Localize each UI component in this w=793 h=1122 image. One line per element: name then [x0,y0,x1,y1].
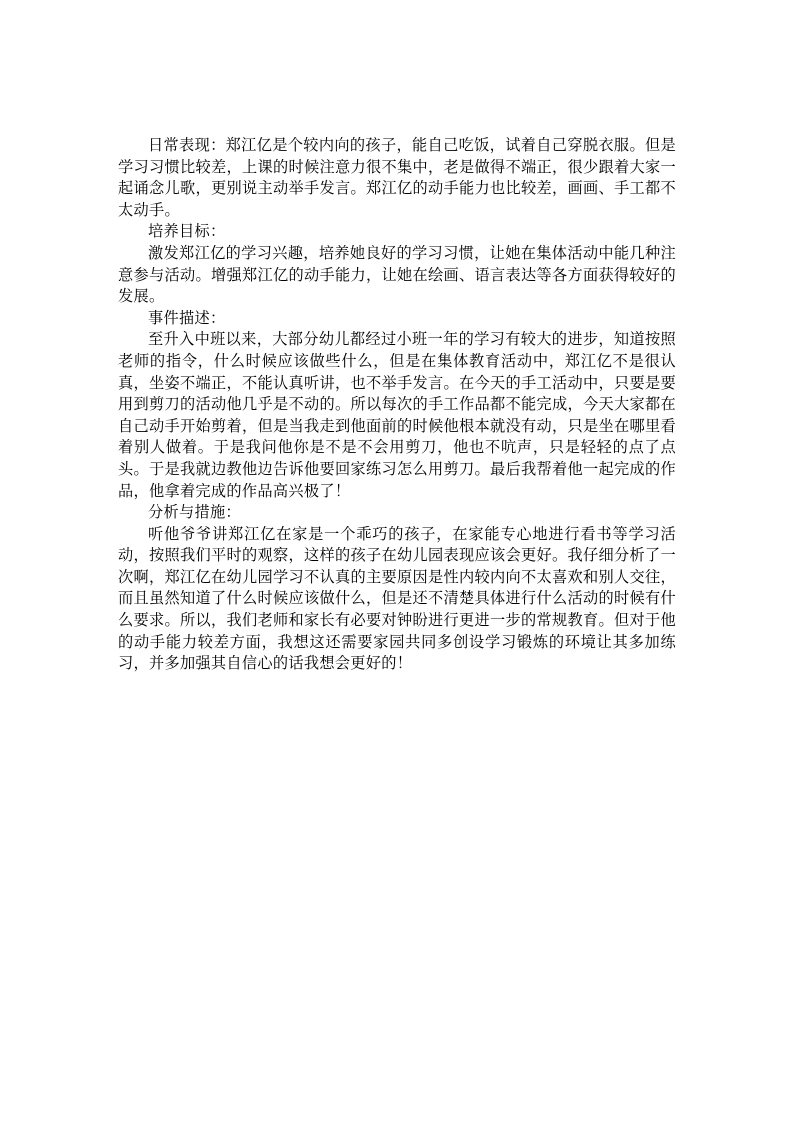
heading-analysis-measures: 分析与措施： [148,503,241,522]
paragraph-analysis-measures: 听他爷爷讲郑江亿在家是一个乖巧的孩子，在家能专心地进行看书等学习活动，按照我们平时的观察，这样的孩子在幼儿园表现应该会更好。我仔细分析了一次啊，郑江亿在幼儿园学习不认真的主要原因是性内较内向不太喜欢和别人交往，而且虽然知道了什么时候应该做什么，但是还不清楚具体进行什么活动的时候有什么要求。所以，我们老师和家长有必要对钟盼进行更进一步的常规教育。但对于他的动手能力较差方面，我想这还需要家园共同多创设学习锻炼的环境让其多加练习，并多加强其自信心的话我想会更好的！ [118,524,676,673]
paragraph-event-description: 至升入中班以来，大部分幼儿都经过小班一年的学习有较大的进步，知道按照老师的指令，什么时候应该做些什么，但是在集体教育活动中，郑江亿不是很认真，坐姿不端正，不能认真听讲，也不举手发言。在今天的手工活动中，只要是要用到剪刀的活动他几乎是不动的。所以每次的手工作品都不能完成，今天大家都在自己动手开始剪着，但是当我走到他面前的时候他根本就没有动，只是坐在哪里看着别人做着。于是我问他你是不是不会用剪刀，他也不吭声，只是轻轻的点了点头。于是我就边教他边告诉他要回家练习怎么用剪刀。最后我帮着他一起完成的作品，他拿着完成的作品高兴极了！ [118,330,676,500]
paragraph-daily-performance: 日常表现：郑江亿是个较内向的孩子，能自己吃饭，试着自己穿脱衣服。但是学习习惯比较差，上课的时候注意力很不集中，老是做得不端正，很少跟着大家一起诵念儿歌，更别说主动举手发言。郑江亿的动手能力也比较差，画画、手工都不太动手。 [118,136,676,219]
heading-event-description: 事件描述： [148,308,226,327]
document-body [118,135,676,675]
heading-training-goals: 培养目标： [148,222,226,241]
paragraph-training-goals: 激发郑江亿的学习兴趣，培养她良好的学习习惯，让她在集体活动中能几种注意参与活动。增强郑江亿的动手能力，让她在绘画、语言表达等各方面获得较好的发展。 [118,243,676,306]
